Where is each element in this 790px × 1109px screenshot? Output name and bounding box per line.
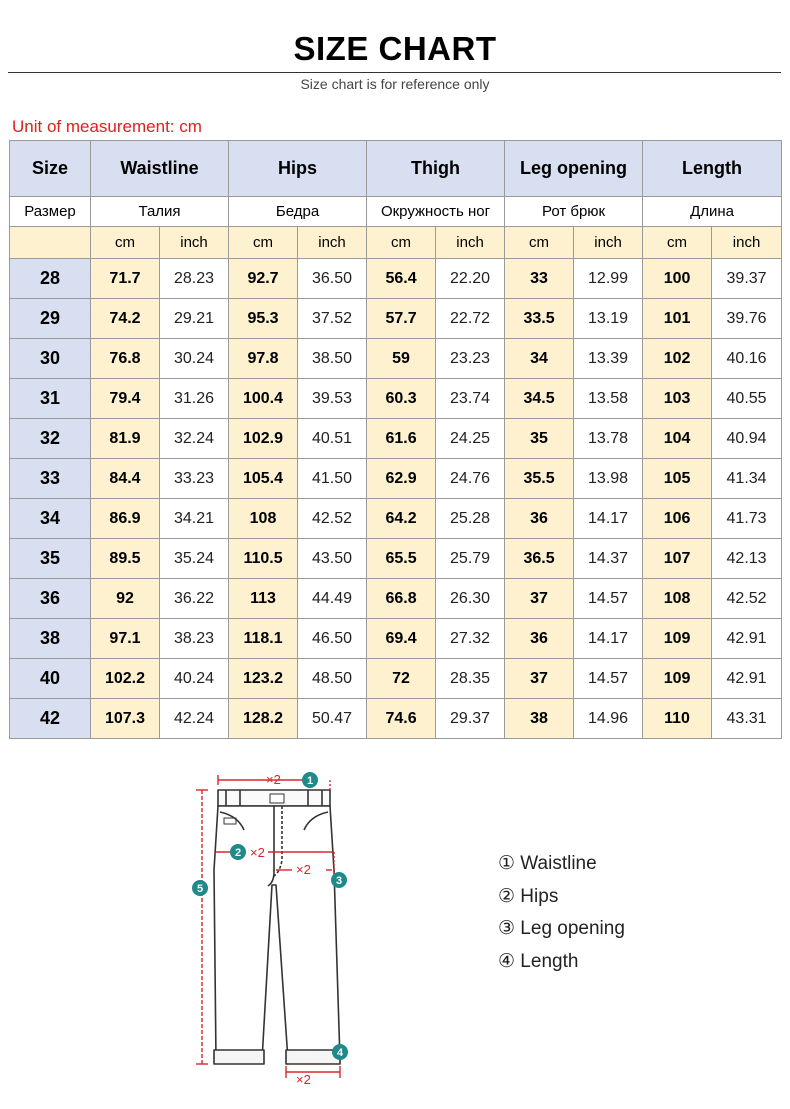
cm-cell: 113 <box>229 579 298 619</box>
cm-cell: 59 <box>367 339 436 379</box>
cm-cell: 76.8 <box>91 339 160 379</box>
header-thigh: Thigh <box>367 141 505 197</box>
measurement-legend <box>498 848 625 978</box>
header-size-ru: Размер <box>10 197 91 227</box>
table-row <box>10 259 782 299</box>
inch-cell: 42.91 <box>712 619 782 659</box>
inch-cell: 12.99 <box>574 259 643 299</box>
size-cell: 34 <box>10 499 91 539</box>
header-row-en <box>10 141 782 197</box>
inch-cell: 44.49 <box>298 579 367 619</box>
cm-cell: 62.9 <box>367 459 436 499</box>
header-hips: Hips <box>229 141 367 197</box>
inch-cell: 36.22 <box>160 579 229 619</box>
size-cell: 38 <box>10 619 91 659</box>
inch-cell: 40.55 <box>712 379 782 419</box>
x2-thigh: ×2 <box>296 862 311 877</box>
cm-cell: 56.4 <box>367 259 436 299</box>
inch-cell: 14.37 <box>574 539 643 579</box>
inch-cell: 14.17 <box>574 619 643 659</box>
inch-cell: 43.31 <box>712 699 782 739</box>
inch-cell: 31.26 <box>160 379 229 419</box>
inch-cell: 42.52 <box>298 499 367 539</box>
inch-cell: 14.57 <box>574 579 643 619</box>
cm-cell: 72 <box>367 659 436 699</box>
x2-waist: ×2 <box>266 772 281 787</box>
header-thigh-ru: Окружность ног <box>367 197 505 227</box>
header-leg-opening: Leg opening <box>505 141 643 197</box>
cm-cell: 92.7 <box>229 259 298 299</box>
table-row <box>10 579 782 619</box>
inch-cell: 29.21 <box>160 299 229 339</box>
size-cell: 32 <box>10 419 91 459</box>
cm-cell: 89.5 <box>91 539 160 579</box>
inch-cell: 37.52 <box>298 299 367 339</box>
header-length: Length <box>643 141 782 197</box>
jeans-outline <box>214 790 343 1064</box>
cm-cell: 64.2 <box>367 499 436 539</box>
unit-cm: cm <box>643 227 712 259</box>
cm-cell: 102.9 <box>229 419 298 459</box>
cm-cell: 109 <box>643 659 712 699</box>
inch-cell: 29.37 <box>436 699 505 739</box>
cm-cell: 105 <box>643 459 712 499</box>
inch-cell: 13.39 <box>574 339 643 379</box>
cm-cell: 103 <box>643 379 712 419</box>
marker-3-label: 3 <box>335 875 343 887</box>
header-hips-ru: Бедра <box>229 197 367 227</box>
cm-cell: 110.5 <box>229 539 298 579</box>
cm-cell: 102 <box>643 339 712 379</box>
cm-cell: 102.2 <box>91 659 160 699</box>
inch-cell: 41.73 <box>712 499 782 539</box>
cm-cell: 109 <box>643 619 712 659</box>
size-cell: 31 <box>10 379 91 419</box>
cm-cell: 33.5 <box>505 299 574 339</box>
table-row <box>10 499 782 539</box>
cm-cell: 118.1 <box>229 619 298 659</box>
cm-cell: 97.8 <box>229 339 298 379</box>
table-row <box>10 539 782 579</box>
cm-cell: 38 <box>505 699 574 739</box>
unit-inch: inch <box>436 227 505 259</box>
cm-cell: 95.3 <box>229 299 298 339</box>
inch-cell: 14.57 <box>574 659 643 699</box>
cm-cell: 37 <box>505 659 574 699</box>
cm-cell: 108 <box>229 499 298 539</box>
title-divider <box>8 72 781 73</box>
inch-cell: 50.47 <box>298 699 367 739</box>
cm-cell: 106 <box>643 499 712 539</box>
header-waistline-ru: Талия <box>91 197 229 227</box>
unit-cm: cm <box>367 227 436 259</box>
cm-cell: 81.9 <box>91 419 160 459</box>
legend-waistline: ① Waistline <box>498 853 597 874</box>
cm-cell: 36.5 <box>505 539 574 579</box>
unit-inch: inch <box>574 227 643 259</box>
inch-cell: 32.24 <box>160 419 229 459</box>
size-cell: 29 <box>10 299 91 339</box>
inch-cell: 24.25 <box>436 419 505 459</box>
header-row-ru <box>10 197 782 227</box>
unit-note: Unit of measurement: cm <box>12 117 202 136</box>
unit-inch: inch <box>160 227 229 259</box>
inch-cell: 26.30 <box>436 579 505 619</box>
size-cell: 35 <box>10 539 91 579</box>
x2-leg: ×2 <box>296 1072 311 1087</box>
cm-cell: 128.2 <box>229 699 298 739</box>
header-length-ru: Длина <box>643 197 782 227</box>
inch-cell: 38.50 <box>298 339 367 379</box>
cm-cell: 108 <box>643 579 712 619</box>
table-row <box>10 619 782 659</box>
cm-cell: 92 <box>91 579 160 619</box>
size-cell: 30 <box>10 339 91 379</box>
cm-cell: 33 <box>505 259 574 299</box>
size-cell: 40 <box>10 659 91 699</box>
cm-cell: 37 <box>505 579 574 619</box>
inch-cell: 39.53 <box>298 379 367 419</box>
inch-cell: 24.76 <box>436 459 505 499</box>
inch-cell: 22.72 <box>436 299 505 339</box>
inch-cell: 34.21 <box>160 499 229 539</box>
size-table <box>9 140 782 739</box>
cm-cell: 100 <box>643 259 712 299</box>
inch-cell: 39.76 <box>712 299 782 339</box>
cm-cell: 107 <box>643 539 712 579</box>
inch-cell: 48.50 <box>298 659 367 699</box>
marker-1-label: 1 <box>306 775 314 787</box>
cm-cell: 34.5 <box>505 379 574 419</box>
cm-cell: 34 <box>505 339 574 379</box>
size-rows <box>10 259 782 739</box>
unit-row <box>10 227 782 259</box>
legend-hips: ② Hips <box>498 885 559 907</box>
cm-cell: 123.2 <box>229 659 298 699</box>
cm-cell: 101 <box>643 299 712 339</box>
cm-cell: 36 <box>505 499 574 539</box>
inch-cell: 13.58 <box>574 379 643 419</box>
inch-cell: 33.23 <box>160 459 229 499</box>
cm-cell: 107.3 <box>91 699 160 739</box>
table-row <box>10 419 782 459</box>
inch-cell: 42.52 <box>712 579 782 619</box>
unit-inch: inch <box>298 227 367 259</box>
page-title: SIZE CHART <box>293 30 497 67</box>
inch-cell: 42.91 <box>712 659 782 699</box>
table-row <box>10 299 782 339</box>
cm-cell: 74.2 <box>91 299 160 339</box>
cm-cell: 60.3 <box>367 379 436 419</box>
inch-cell: 14.17 <box>574 499 643 539</box>
unit-cm: cm <box>505 227 574 259</box>
cm-cell: 69.4 <box>367 619 436 659</box>
inch-cell: 46.50 <box>298 619 367 659</box>
inch-cell: 28.23 <box>160 259 229 299</box>
size-cell: 36 <box>10 579 91 619</box>
inch-cell: 28.35 <box>436 659 505 699</box>
inch-cell: 25.79 <box>436 539 505 579</box>
cm-cell: 105.4 <box>229 459 298 499</box>
marker-4-label: 4 <box>336 1047 344 1059</box>
inch-cell: 23.23 <box>436 339 505 379</box>
table-row <box>10 339 782 379</box>
marker-2-label: 2 <box>234 847 242 859</box>
marker-5-label: 5 <box>196 883 204 895</box>
cm-cell: 61.6 <box>367 419 436 459</box>
legend-length: ④ Length <box>498 950 579 972</box>
header-size: Size <box>10 141 91 197</box>
jeans-diagram <box>180 760 370 1100</box>
cm-cell: 71.7 <box>91 259 160 299</box>
inch-cell: 35.24 <box>160 539 229 579</box>
cm-cell: 35.5 <box>505 459 574 499</box>
cm-cell: 36 <box>505 619 574 659</box>
size-cell: 28 <box>10 259 91 299</box>
inch-cell: 40.24 <box>160 659 229 699</box>
cm-cell: 110 <box>643 699 712 739</box>
cm-cell: 84.4 <box>91 459 160 499</box>
subtitle: Size chart is for reference only <box>300 76 490 92</box>
inch-cell: 38.23 <box>160 619 229 659</box>
inch-cell: 13.98 <box>574 459 643 499</box>
inch-cell: 42.24 <box>160 699 229 739</box>
cm-cell: 79.4 <box>91 379 160 419</box>
size-cell: 42 <box>10 699 91 739</box>
inch-cell: 27.32 <box>436 619 505 659</box>
unit-inch: inch <box>712 227 782 259</box>
inch-cell: 13.78 <box>574 419 643 459</box>
cm-cell: 104 <box>643 419 712 459</box>
table-row <box>10 379 782 419</box>
table-row <box>10 659 782 699</box>
x2-hips: ×2 <box>250 845 265 860</box>
inch-cell: 30.24 <box>160 339 229 379</box>
cm-cell: 57.7 <box>367 299 436 339</box>
cm-cell: 35 <box>505 419 574 459</box>
inch-cell: 40.51 <box>298 419 367 459</box>
inch-cell: 36.50 <box>298 259 367 299</box>
table-row <box>10 459 782 499</box>
inch-cell: 41.34 <box>712 459 782 499</box>
inch-cell: 13.19 <box>574 299 643 339</box>
inch-cell: 14.96 <box>574 699 643 739</box>
inch-cell: 23.74 <box>436 379 505 419</box>
size-cell: 33 <box>10 459 91 499</box>
inch-cell: 43.50 <box>298 539 367 579</box>
inch-cell: 41.50 <box>298 459 367 499</box>
cm-cell: 100.4 <box>229 379 298 419</box>
inch-cell: 39.37 <box>712 259 782 299</box>
unit-cm: cm <box>91 227 160 259</box>
unit-blank <box>10 227 91 259</box>
header-waistline: Waistline <box>91 141 229 197</box>
inch-cell: 22.20 <box>436 259 505 299</box>
header-leg-opening-ru: Рот брюк <box>505 197 643 227</box>
cm-cell: 97.1 <box>91 619 160 659</box>
inch-cell: 42.13 <box>712 539 782 579</box>
cm-cell: 74.6 <box>367 699 436 739</box>
unit-cm: cm <box>229 227 298 259</box>
cm-cell: 86.9 <box>91 499 160 539</box>
table-row <box>10 699 782 739</box>
inch-cell: 40.94 <box>712 419 782 459</box>
inch-cell: 25.28 <box>436 499 505 539</box>
cm-cell: 65.5 <box>367 539 436 579</box>
inch-cell: 40.16 <box>712 339 782 379</box>
legend-leg-opening: ③ Leg opening <box>498 918 625 939</box>
cm-cell: 66.8 <box>367 579 436 619</box>
